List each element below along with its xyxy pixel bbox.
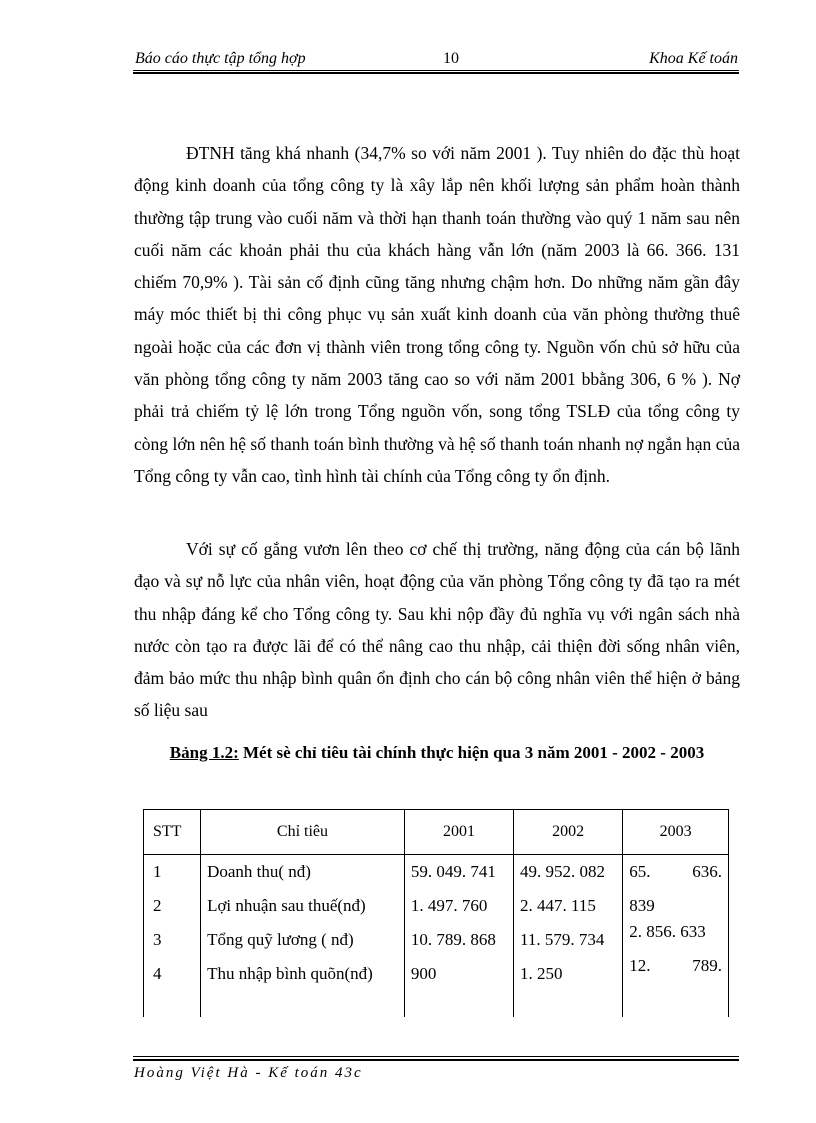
- value-2003-line-2: 839: [629, 896, 655, 915]
- header-rule-thick: [133, 72, 739, 74]
- indicator-cell: Lợi nhuận sau thuế(nđ): [207, 896, 366, 915]
- indicator-cell: Thu nhập bình quõn(nđ): [207, 964, 373, 983]
- table-caption-label: Bảng 1.2:: [169, 743, 239, 762]
- financial-indicators-table: [143, 809, 729, 1017]
- value-2003-line-3: 2. 856. 633: [629, 922, 706, 941]
- stt-cell: 1: [153, 862, 162, 881]
- header-department: Khoa Kế toán: [649, 50, 738, 67]
- indicator-column: [201, 855, 405, 1018]
- header-2002: 2002: [514, 810, 623, 855]
- value-2002-cell: 11. 579. 734: [520, 930, 605, 949]
- year-2001-column: [404, 855, 513, 1018]
- header-stt: STT: [144, 810, 201, 855]
- stt-cell: 3: [153, 930, 162, 949]
- stt-column: [144, 855, 201, 1018]
- value-2003-line-1: [623, 855, 728, 889]
- value-2002-cell: 1. 250: [520, 964, 563, 983]
- value-2001-cell: 10. 789. 868: [410, 930, 496, 949]
- footer-rule-thin: [133, 1056, 739, 1057]
- paragraph-1: [134, 137, 740, 492]
- value-2001-cell: 59. 049. 741: [410, 862, 496, 881]
- value-2001-cell: 1. 497. 760: [410, 896, 488, 915]
- paragraph-1-text: ĐTNH tăng khá nhanh (34,7% so với năm 2001 ). Tuy nhiên do đặc thù hoạt động kinh doanh của tổng công ty là xây lắp nên khối lượng sản phẩm hoàn thành thường tập trung vào cuối năm và thời hạn thanh toán thường vào quý 1 năm sau nên cuối năm các khoản phải thu của khách hàng vẫn lớn (năm 2003 là 66. 366. 131 chiếm 70,9% ). Tài sản cố định cũng tăng nhưng chậm hơn. Do những năm gần đây máy móc thiết bị thi công phục vụ sản xuất kinh doanh của văn phòng thường thuê ngoài hoặc của các đơn vị thành viên trong tổng công ty. Nguồn vốn chủ sở hữu của văn phòng tổng công ty năm 2003 tăng cao so với năm 2001 bbằng 306, 6 % ). Nợ phải trả chiếm tỷ lệ lớn trong Tổng nguồn vốn, song tổng TSLĐ của tổng công ty còng lớn nên hệ số thanh toán bình thường và hệ số thanh toán nhanh nợ ngắn hạn của Tổng công ty vẫn cao, tình hình tài chính của Tổng công ty ổn định.: [134, 143, 740, 486]
- page-number: 10: [443, 50, 459, 67]
- value-2003-part: 636.: [692, 862, 722, 881]
- value-2003-part: 65.: [629, 862, 651, 881]
- header-rule-thin: [133, 70, 739, 71]
- table-caption: [134, 736, 740, 770]
- indicator-cell: Tổng quỹ lương ( nđ): [207, 930, 354, 949]
- page-footer: Hoàng Việt Hà - Kế toán 43c: [134, 1065, 363, 1081]
- value-2002-cell: 49. 952. 082: [520, 862, 606, 881]
- footer-rule-thick: [133, 1059, 739, 1061]
- table-header-row: [144, 810, 729, 855]
- indicator-cell: Doanh thu( nđ): [207, 862, 311, 881]
- header-2001: 2001: [404, 810, 513, 855]
- header-report-title: Báo cáo thực tập tổng hợp: [135, 50, 306, 67]
- stt-cell: 2: [153, 896, 162, 915]
- year-2002-column: [514, 855, 623, 1018]
- table-caption-text: Mét sè chỉ tiêu tài chính thực hiện qua 3 năm 2001 - 2002 - 2003: [238, 743, 705, 762]
- header-indicator: Chỉ tiêu: [201, 810, 405, 855]
- header-2003: 2003: [623, 810, 729, 855]
- page-header: [133, 48, 738, 70]
- value-2001-cell: 900: [410, 964, 437, 983]
- paragraph-2: [134, 533, 740, 727]
- table-body-row: [144, 855, 729, 1018]
- value-2003-line-4: [623, 949, 728, 983]
- value-2003-part: 12.: [629, 956, 651, 975]
- stt-cell: 4: [153, 964, 162, 983]
- value-2003-part: 789.: [692, 956, 722, 975]
- paragraph-2-text: Với sự cố gắng vươn lên theo cơ chế thị trường, năng động của cán bộ lãnh đạo và sự nỗ lực của nhân viên, hoạt động của văn phòng Tổng công ty đã tạo ra mét thu nhập đáng kể cho Tổng công ty. Sau khi nộp đầy đủ nghĩa vụ với ngân sách nhà nước còn tạo ra được lãi để có thể nâng cao thu nhập, cải thiện đời sống nhân viên, đảm bảo mức thu nhập bình quân ổn định cho cán bộ công nhân viên thể hiện ở bảng số liệu sau: [134, 539, 740, 721]
- value-2002-cell: 2. 447. 115: [520, 896, 596, 915]
- year-2003-column: [623, 855, 729, 1018]
